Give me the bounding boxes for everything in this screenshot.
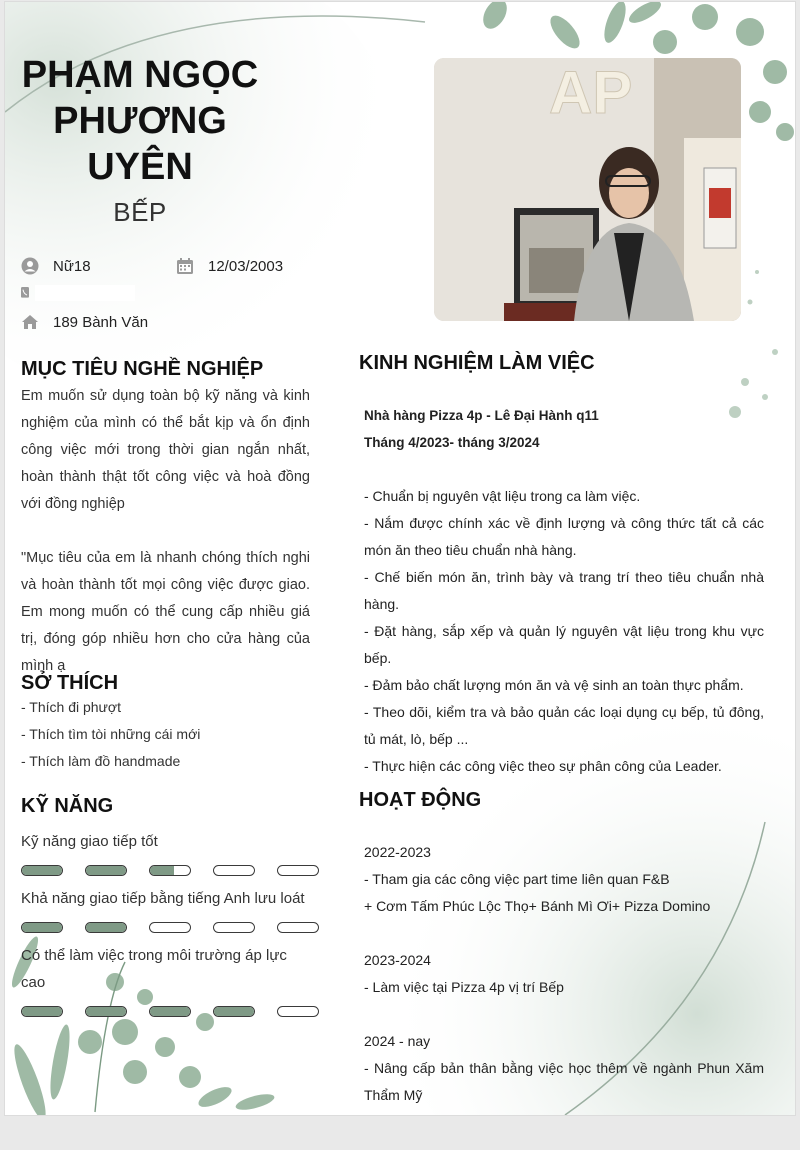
skill-label: Khả năng giao tiếp bằng tiếng Anh lưu loát — [21, 890, 305, 907]
duty-item: - Đảm bảo chất lượng món ăn và vệ sinh an toàn thực phẩm. — [364, 677, 744, 693]
candidate-name — [5, 52, 275, 190]
skill-rating — [21, 1006, 319, 1017]
hobby-item: - Thích làm đồ handmade — [21, 753, 181, 769]
hobby-item: - Thích đi phượt — [21, 699, 122, 715]
objective-heading: MỤC TIÊU NGHỀ NGHIỆP — [21, 358, 264, 380]
skill-pill — [85, 1006, 127, 1017]
skill-pill — [213, 865, 255, 876]
skill-pill — [149, 922, 191, 933]
skill-pill-fill — [214, 1007, 254, 1016]
experience-period: Tháng 4/2023- tháng 3/2024 — [364, 435, 540, 450]
duty-item: - Theo dõi, kiểm tra và bảo quản các loại dụng cụ bếp, tủ đông, tủ mát, lò, bếp ... — [364, 704, 764, 747]
address-row — [21, 313, 148, 331]
skill-pill — [21, 1006, 63, 1017]
name-line-1: PHẠM NGỌC — [21, 54, 259, 96]
activity-line: - Làm việc tại Pizza 4p vị trí Bếp — [364, 979, 564, 995]
objective-paragraph-2: "Mục tiêu của em là nhanh chóng thích nghi và hoàn thành tốt mọi công việc được giao. Em mong muốn có thể cung cấp nhiều giá trị, đóng góp nhiều hơn cho cửa hàng của mình ạ — [21, 550, 310, 674]
skill-pill-fill — [86, 1007, 126, 1016]
skill-pill — [21, 922, 63, 933]
skill-pill — [21, 865, 63, 876]
job-role: BẾP — [113, 197, 167, 227]
phone-icon — [21, 285, 33, 301]
birthday-value: 12/03/2003 — [208, 257, 284, 275]
person-icon — [21, 257, 39, 275]
duty-item: - Chuẩn bị nguyên vật liệu trong ca làm việc. — [364, 488, 641, 504]
skill-rating — [21, 922, 319, 933]
calendar-icon — [176, 257, 194, 275]
skill-pill-fill — [22, 1007, 62, 1016]
skill-pill-fill — [86, 866, 126, 875]
duty-item: - Thực hiện các công việc theo sự phân công của Leader. — [364, 758, 722, 774]
hobby-item: - Thích tìm tòi những cái mới — [21, 726, 201, 742]
hobbies-list — [21, 694, 311, 775]
resume-page — [5, 2, 795, 1115]
name-line-2: PHƯƠNG — [53, 100, 227, 142]
spacer — [364, 920, 764, 947]
skill-pill — [213, 1006, 255, 1017]
gender-age-row — [21, 257, 91, 275]
experience-company: Nhà hàng Pizza 4p - Lê Đại Hành q11 — [364, 408, 599, 423]
experience-heading: KINH NGHIỆM LÀM VIỆC — [359, 352, 595, 374]
activities-section — [364, 839, 764, 1109]
activity-line: - Nâng cấp bản thân bằng việc học thêm về ngành Phun Xăm Thẩm Mỹ — [364, 1060, 764, 1103]
skill-pill — [149, 865, 191, 876]
skill-pill-fill — [86, 923, 126, 932]
hobbies-heading: SỞ THÍCH — [21, 672, 119, 694]
skills-heading: KỸ NĂNG — [21, 795, 114, 817]
activity-line: - Tham gia các công việc part time liên quan F&B — [364, 871, 670, 887]
skill-rating — [21, 865, 319, 876]
skill-pill — [277, 865, 319, 876]
experience-section — [364, 402, 764, 780]
objective-paragraph-1: Em muốn sử dụng toàn bộ kỹ năng và kinh nghiệm của mình có thể bắt kịp và ổn định công việc mới trong thời gian ngắn nhất, hoàn thành thật tốt công việc và hoà đồng với đồng nghiệp — [21, 388, 310, 512]
skill-pill — [85, 922, 127, 933]
skill-pill-fill — [22, 923, 62, 932]
skill-pill — [149, 1006, 191, 1017]
duty-item: - Nắm được chính xác về định lượng và công thức tất cả các món ăn theo tiêu chuẩn nhà hàng. — [364, 515, 764, 558]
skill-pill — [85, 865, 127, 876]
activities-heading: HOẠT ĐỘNG — [359, 789, 482, 811]
home-icon — [21, 313, 39, 331]
duty-item: - Đặt hàng, sắp xếp và quản lý nguyên vật liệu trong khu vực bếp. — [364, 623, 764, 666]
skill-label: Kỹ năng giao tiếp tốt — [21, 833, 158, 850]
skill-label: Có thể làm việc trong môi trường áp lực cao — [21, 947, 287, 991]
name-line-3: UYÊN — [87, 146, 193, 188]
skill-pill-fill — [150, 866, 174, 875]
skill-pill — [277, 1006, 319, 1017]
spacer — [364, 1001, 764, 1028]
activity-line: + Cơm Tấm Phúc Lộc Thọ+ Bánh Mì Ơi+ Pizza Domino — [364, 898, 711, 914]
profile-photo — [434, 58, 741, 321]
duty-item: - Chế biến món ăn, trình bày và trang trí theo tiêu chuẩn nhà hàng. — [364, 569, 764, 612]
activity-year: 2023-2024 — [364, 952, 431, 968]
phone-row — [21, 285, 135, 301]
skill-pill — [213, 922, 255, 933]
address-value: 189 Bành Văn — [53, 313, 149, 331]
skill-pill-fill — [150, 1007, 190, 1016]
gender-age-value: Nữ18 — [53, 257, 91, 275]
phone-value — [35, 285, 135, 301]
skill-pill-fill — [22, 866, 62, 875]
activity-year: 2022-2023 — [364, 844, 431, 860]
birthday-row — [176, 257, 283, 275]
activity-year: 2024 - nay — [364, 1033, 431, 1049]
spacer — [364, 456, 764, 483]
svg-text:AP: AP — [549, 59, 633, 126]
skill-pill — [277, 922, 319, 933]
